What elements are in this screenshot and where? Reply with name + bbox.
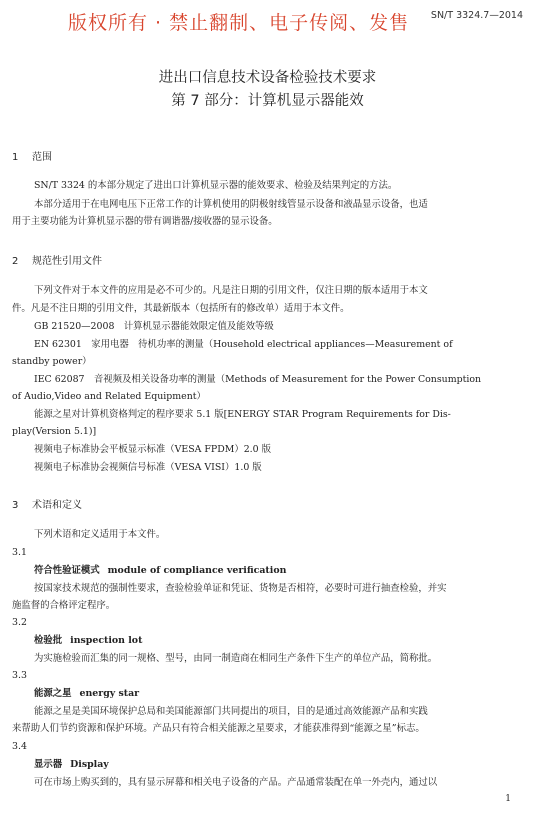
section-title: 范围 [32,152,52,163]
term-definition: 能源之星是美国环境保护总局和美国能源部门共同提出的项目，目的是通过高效能源产品和实践 [34,706,428,717]
scope-paragraph-2: 本部分适用于在电网电压下正常工作的计算机使用的阴极射线管显示设备和液晶显示设备，也适 [34,199,428,210]
term-cn: 显示器 [34,759,63,770]
section-heading-references [12,252,102,267]
document-subtitle: 第 7 部分：计算机显示器能效 [171,93,364,109]
term-heading [34,759,109,771]
term-number: 3.2 [12,617,27,628]
reference-item: 视频电子标准协会视频信号标准（VESA VISI）1.0 版 [34,462,262,473]
reference-item: 能源之星对计算机资格判定的程序要求 5.1 版[ENERGY STAR Program Requirements for Dis- [34,409,451,420]
term-cn: 能源之星 [34,688,72,699]
term-cn: 符合性验证模式 [34,565,100,576]
page-number: 1 [505,794,511,804]
term-definition-cont: 来帮助人们节约资源和保护环境。产品只有符合相关能源之星要求，才能获准得到“能源之星”标志。 [12,723,425,734]
watermark: 版权所有 · 禁止翻制、电子传阅、发售 [68,12,410,34]
term-definition-cont: 施监督的合格评定程序。 [12,600,116,611]
term-heading [34,565,286,577]
reference-item: IEC 62087 音视频及相关设备功率的测量（Methods of Measurement for the Power Consumption [34,374,482,385]
section-title: 术语和定义 [32,500,82,511]
term-number: 3.3 [12,670,27,681]
scope-paragraph-1: SN/T 3324 的本部分规定了进出口计算机显示器的能效要求、检验及结果判定的方法。 [34,180,398,191]
reference-item: EN 62301 家用电器 待机功率的测量（Household electrical appliances—Measurement of [34,339,453,350]
term-heading [34,688,139,700]
term-en: Display [70,759,109,770]
standard-number: SN/T 3324.7—2014 [430,10,523,21]
refs-intro: 下列文件对于本文件的应用是必不可少的。凡是注日期的引用文件，仅注日期的版本适用于本文 [34,285,428,296]
term-number: 3.1 [12,547,27,558]
reference-item: 视频电子标准协会平板显示标准（VESA FPDM）2.0 版 [34,444,271,455]
refs-intro-cont: 件。凡是不注日期的引用文件，其最新版本（包括所有的修改单）适用于本文件。 [12,303,350,314]
section-heading-terms [12,496,82,511]
section-number: 1 [12,152,19,163]
document-title: 进出口信息技术设备检验技术要求 [158,70,377,86]
section-title: 规范性引用文件 [32,256,102,267]
term-heading [34,635,142,647]
terms-intro: 下列术语和定义适用于本文件。 [34,529,166,540]
term-en: module of compliance verification [107,565,287,576]
reference-item-cont: standby power） [12,356,92,367]
term-number: 3.4 [12,741,27,752]
reference-item: GB 21520—2008 计算机显示器能效限定值及能效等级 [34,321,274,332]
reference-item-cont: of Audio,Video and Related Equipment） [12,391,206,402]
section-number: 2 [12,256,19,267]
term-en: inspection lot [70,635,143,646]
term-cn: 检验批 [34,635,63,646]
term-en: energy star [79,688,140,699]
scope-paragraph-2-cont: 用于主要功能为计算机显示器的带有调谐器/接收器的显示设备。 [12,216,278,227]
section-heading-scope [12,148,52,163]
term-definition: 按国家技术规范的强制性要求，查验检验单证和凭证、货物是否相符，必要时可进行抽查检验，并实 [34,583,447,594]
term-definition: 可在市场上购买到的，具有显示屏幕和相关电子设备的产品。产品通常装配在单一外壳内，通过以 [34,777,438,788]
term-definition: 为实施检验而汇集的同一规格、型号，由同一制造商在相同生产条件下生产的单位产品，简称批。 [34,653,438,664]
section-number: 3 [12,500,19,511]
reference-item-cont: play(Version 5.1)] [12,426,97,437]
